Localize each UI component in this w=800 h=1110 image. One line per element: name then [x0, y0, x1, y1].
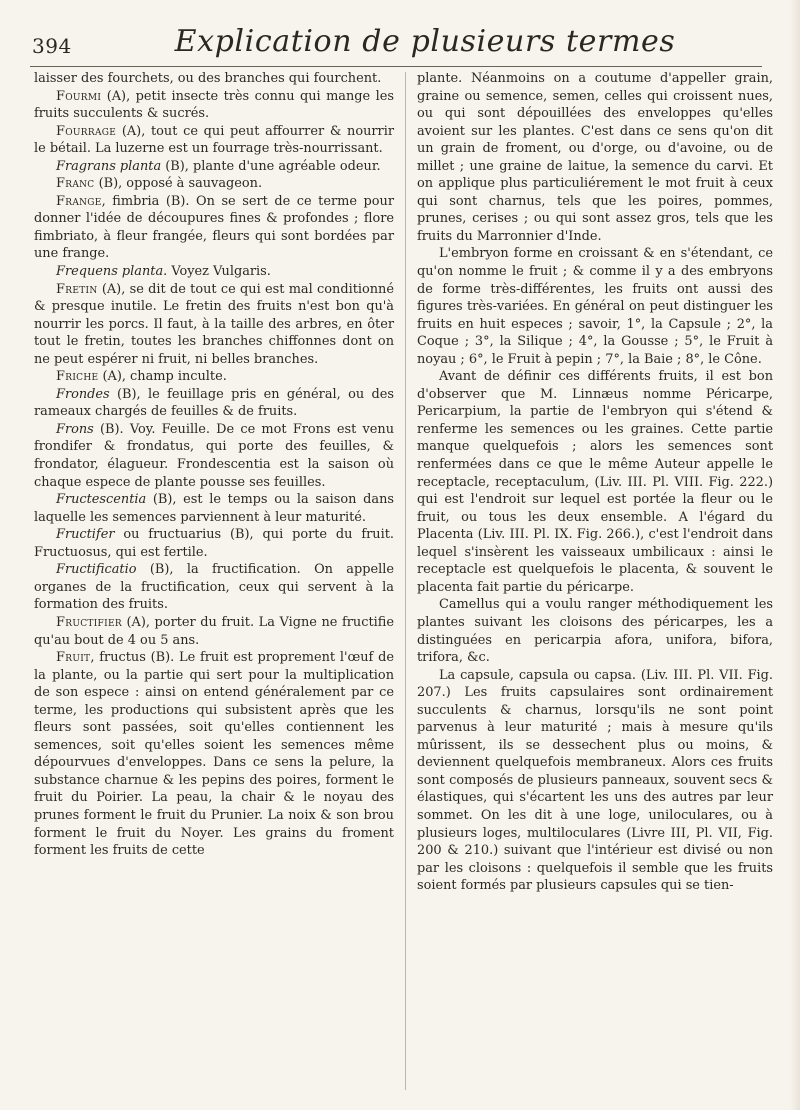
paragraph-text: (A), champ inculte. [98, 369, 227, 385]
paragraph-text: plante. Néanmoins on a coutume d'appeller grain, graine ou semence, semen, celles qui croissent nues, ou qui sont dépouillées des enveloppes qu'elles avoient sur les plantes. C'est dans ce sens qu'on dit un grain de froment, ou d'orge, ou d'avoine, ou de millet ; une graine de laitue, la semence du carvi. Et on applique plus particuliérement le mot fruit à ceux qui sont charnus, tels que les poires, pommes, prunes, cerises ; ou qui sont assez gros, tels que les fruits du Marronnier d'Inde. [417, 71, 773, 244]
latin-term: Fructificatio [56, 562, 137, 578]
paragraph [34, 526, 394, 561]
paragraph-text: (B), plante d'une agréable odeur. [161, 158, 381, 174]
paragraph-text: (B). Voy. Feuille. De ce mot Frons est venu frondifer & frondatus, qui porte des feuilles, & frondator, élagueur. Frondescentia est la saison où chaque espece de plante pousse ses feuilles. [34, 421, 394, 490]
running-title: Explication de plusieurs termes [174, 24, 676, 59]
left-column [34, 70, 394, 860]
paragraph [34, 281, 394, 369]
latin-term: Frequens planta [56, 264, 164, 280]
paragraph [417, 70, 773, 245]
paragraph-text: ou fructuarius (B), qui porte du fruit. Fructuosus, qui est fertile. [34, 527, 394, 560]
paragraph-text: , fimbria (B). On se sert de ce terme pour donner l'idée de découpures fines & profondes ; flore fimbriato, à fleur frangée, fleurs qui sont bordées par une frange. [34, 193, 394, 262]
latin-term: Fructifer [56, 527, 115, 543]
paragraph [34, 158, 394, 176]
column-divider [405, 72, 406, 1090]
right-column [417, 70, 773, 895]
latin-term: Fragrans planta [56, 158, 162, 174]
paragraph-text: L'embryon forme en croissant & en s'étendant, ce qu'on nomme le fruit ; & comme il y a des embryons de forme très-différentes, les fruits ont aussi des figures très-variées. En général on peut distinguer les fruits en huit especes ; savoir, 1°, la Capsule ; 2°, la Coque ; 3°, la Silique ; 4°, la Gousse ; 5°, le Fruit à noyau ; 6°, le Fruit à pepin ; 7°, la Baie ; 8°, le Cône. [417, 246, 773, 367]
headword: Frange [56, 193, 102, 209]
paragraph [34, 70, 394, 88]
paragraph [34, 263, 394, 281]
paragraph-text: , fructus (B). Le fruit est proprement l'œuf de la plante, ou la partie qui sert pour la multiplication de son espece : ainsi on entend généralement par ce terme, les productions qui subsistent après que les fleurs sont passées, soit qu'elles contiennent les semences, soit qu'elles soient les semences même dépourvues d'enveloppes. Dans ce sens la pelure, la substance charnue & les pepins des poires, forment le fruit du Poirier. La peau, la chair & le noyau des prunes forment le fruit du Prunier. La noix & son brou forment le fruit du Noyer. Les grains du froment forment les fruits de cette [34, 650, 394, 859]
paragraph [34, 614, 394, 649]
latin-term: Fructescentia [56, 492, 147, 508]
paragraph [34, 123, 394, 158]
paragraph-text: (A), tout ce qui peut affourrer & nourrir le bétail. La luzerne est un fourrage très-nourrissant. [34, 123, 394, 157]
paragraph [417, 245, 773, 368]
page-number: 394 [32, 34, 72, 58]
paragraph-text: (B), le feuillage pris en général, ou des rameaux chargés de feuilles & de fruits. [34, 386, 394, 420]
headword: Fourrage [56, 123, 117, 139]
paragraph-text: (B), opposé à sauvageon. [94, 176, 263, 192]
paragraph-text: Avant de définir ces différents fruits, il est bon d'observer que M. Linnæus nomme Péricarpe, Pericarpium, la partie de l'embryon qui s'étend & renferme les semences ou les graines. Cette partie manque quelquefois ; alors les semences sont renfermées dans ce que le même Auteur appelle le receptacle, receptaculum, (Liv. III. Pl. VIII. Fig. 222.) qui est l'endroit sur lequel est portée la fleur ou le fruit, ou tous les deux ensemble. A l'égard du Placenta (Liv. III. Pl. IX. Fig. 266.), c'est l'endroit dans lequel s'insèrent les vaisseaux umbilicaux : ainsi le receptacle est quelquefois le placenta, & souvent le placenta fait partie du péricarpe. [417, 369, 773, 595]
latin-term: Frondes [56, 386, 110, 402]
paragraph-text: (A), se dit de tout ce qui est mal conditionné & presque inutile. Le fretin des fruits n'est bon qu'à nourrir les porcs. Il faut, à la taille des arbres, en ôter tout le fretin, toutes les branches chiffonnes dont on ne peut espérer ni fruit, ni belles branches. [34, 281, 394, 367]
paragraph-text: La capsule, capsula ou capsa. (Liv. III. Pl. VII. Fig. 207.) Les fruits capsulaires sont ordinairement succulents & charnus, lorsqu'ils ne sont point parvenus à leur maturité ; mais à mesure qu'ils mûrissent, ils se dessechent plus ou moins, & deviennent quelquefois membraneux. Alors ces fruits sont composés de plusieurs panneaux, souvent secs & élastiques, qui s'écartent les uns des autres par leur sommet. On les dit à une loge, uniloculares, ou à plusieurs loges, multiloculares (Livre III, Pl. VII, Fig. 200 & 210.) suivant que l'intérieur est divisé ou non par les cloisons : quelquefois il semble que les fruits soient formés par plusieurs capsules qui se tien- [417, 667, 773, 894]
paragraph-text: (A), porter du fruit. La Vigne ne fructifie qu'au bout de 4 ou 5 ans. [34, 614, 394, 648]
headword: Friche [56, 369, 99, 385]
paragraph-text: (B), la fructification. On appelle organes de la fructification, ceux qui servent à la formation des fruits. [34, 562, 394, 613]
paragraph-text: Camellus qui a voulu ranger méthodiquement les plantes suivant les cloisons des péricarpes, les a distinguées en pericarpia afora, unifora, bifora, trifora, &c. [417, 597, 773, 666]
latin-term: Frons [56, 421, 94, 437]
paragraph-text: . Voyez Vulgaris. [163, 264, 271, 280]
paragraph-text: (B), est le temps ou la saison dans laquelle les semences parviennent à leur maturité. [34, 492, 394, 525]
paragraph [34, 88, 394, 123]
paragraph [34, 649, 394, 860]
paragraph [417, 368, 773, 596]
paragraph [34, 193, 394, 263]
headword: Fruit [56, 650, 91, 666]
paragraph [34, 421, 394, 491]
paragraph-text: laisser des fourchets, ou des branches qui fourchent. [34, 71, 382, 86]
paragraph [34, 368, 394, 386]
headword: Fourmi [56, 88, 102, 104]
page-edge-shadow [790, 0, 800, 1110]
header-rule [30, 66, 762, 67]
headword: Franc [56, 176, 95, 192]
headword: Fretin [56, 281, 98, 297]
paragraph [34, 491, 394, 526]
paragraph [417, 667, 773, 895]
paragraph [34, 386, 394, 421]
paragraph [417, 596, 773, 666]
paragraph-text: (A), petit insecte très connu qui mange les fruits succulents & sucrés. [34, 88, 394, 122]
paragraph [34, 561, 394, 614]
paragraph [34, 175, 394, 193]
page-header [30, 22, 770, 66]
headword: Fructifier [56, 614, 122, 630]
